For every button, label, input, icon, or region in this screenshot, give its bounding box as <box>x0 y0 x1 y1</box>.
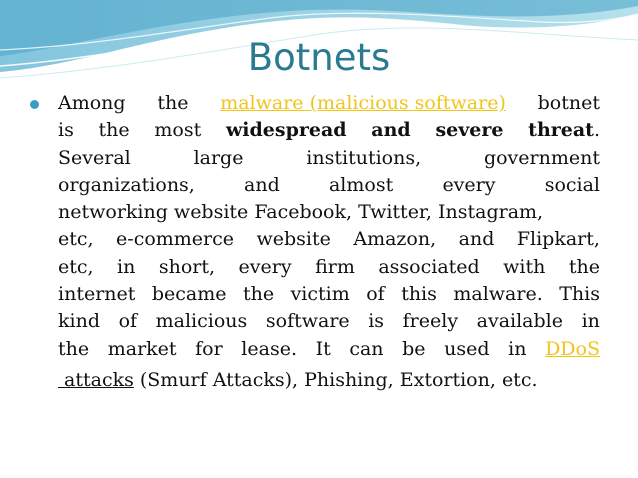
paragraph-line-1 <box>58 90 600 117</box>
word: is <box>368 310 385 333</box>
word: and <box>458 228 495 251</box>
word: malicious <box>155 310 248 333</box>
word: firm <box>315 255 355 278</box>
slide-title: Botnets <box>247 36 391 79</box>
word: freely <box>402 310 459 333</box>
word: It <box>315 337 331 360</box>
word: this <box>401 283 437 306</box>
word: market <box>107 337 177 360</box>
word: victim <box>290 283 350 306</box>
word: associated <box>378 255 480 278</box>
word: used <box>444 337 490 360</box>
word: almost <box>328 173 394 196</box>
word: the <box>58 337 90 360</box>
bold-word: severe <box>435 119 504 142</box>
bold-word: threat <box>528 119 594 142</box>
word: website <box>256 228 331 251</box>
paragraph-line-4 <box>58 172 600 199</box>
word: lease. <box>241 337 297 360</box>
paragraph-line-11 <box>58 363 600 394</box>
word: malware. <box>453 283 543 306</box>
word: is <box>58 119 74 142</box>
paragraph-line-8 <box>58 281 600 308</box>
text: networking website Facebook, Twitter, Instagram, <box>58 201 544 224</box>
word: organizations, <box>58 173 195 196</box>
word: Amazon, <box>353 228 437 251</box>
word: social <box>544 173 600 196</box>
word: Flipkart, <box>516 228 600 251</box>
word: in <box>117 255 136 278</box>
period: . <box>593 119 600 142</box>
paragraph-line-9 <box>58 308 600 335</box>
word: for <box>195 337 223 360</box>
paragraph-line-6 <box>58 226 600 253</box>
paragraph-line-5 <box>58 199 600 226</box>
malware-link[interactable]: malware (malicious software) <box>220 92 506 114</box>
word: institutions, <box>306 146 422 169</box>
slide-paragraph <box>58 90 600 394</box>
word: of <box>366 283 385 306</box>
word: every <box>238 255 292 278</box>
word: became <box>151 283 227 306</box>
word: most <box>154 119 202 142</box>
word: the <box>157 92 189 114</box>
word: can <box>349 337 384 360</box>
word: with <box>503 255 546 278</box>
word: etc, <box>58 228 94 251</box>
word: of <box>118 310 138 333</box>
word: e-commerce <box>116 228 235 251</box>
word: in <box>508 337 527 360</box>
word: the <box>98 119 130 142</box>
word: internet <box>58 283 136 306</box>
word: every <box>442 173 496 196</box>
paragraph-line-3 <box>58 145 600 172</box>
word: kind <box>58 310 100 333</box>
word: be <box>402 337 426 360</box>
paragraph-line-10 <box>58 336 600 363</box>
paragraph-line-7 <box>58 254 600 281</box>
bold-word: and <box>371 119 411 142</box>
ddos-link[interactable]: DDoS <box>545 337 600 360</box>
word: Several <box>58 146 131 169</box>
word: government <box>483 146 600 169</box>
word: etc, <box>58 255 94 278</box>
word: the <box>568 255 600 278</box>
bold-word: widespread <box>225 119 347 142</box>
word: large <box>193 146 244 169</box>
word: the <box>242 283 275 306</box>
text: (Smurf Attacks), Phishing, Extortion, etc. <box>139 368 538 391</box>
word: and <box>244 173 280 196</box>
bullet-point-icon <box>30 100 39 109</box>
word: Among <box>58 92 126 114</box>
word: This <box>559 283 600 306</box>
word: available <box>476 310 563 333</box>
word: in <box>581 310 600 333</box>
word: botnet <box>537 92 600 114</box>
paragraph-line-2 <box>58 117 600 144</box>
word: short, <box>158 255 216 278</box>
ddos-attacks-link[interactable]: attacks <box>58 368 134 391</box>
word: software <box>265 310 350 333</box>
